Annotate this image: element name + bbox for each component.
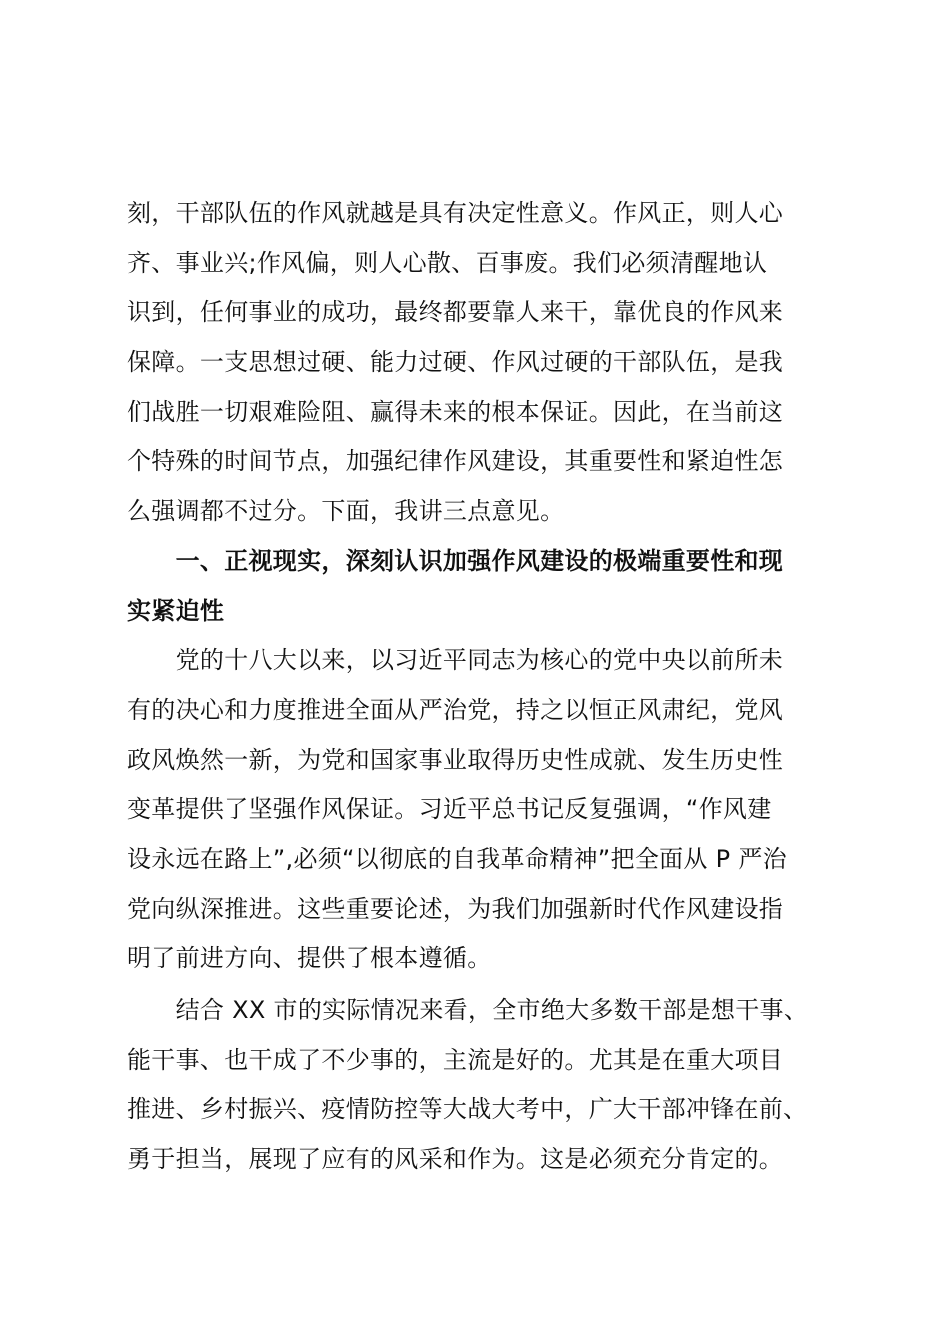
paragraph-city-situation [127,986,837,1185]
text-line: 们战胜一切艰难险阻、赢得未来的根本保证。因此，在当前这 [127,397,784,426]
text-line: 勇于担当，展现了应有的风采和作为。这是必须充分肯定的。 [127,1145,784,1174]
text-line: 能干事、也干成了不少事的，主流是好的。尤其是在重大项目 [127,1045,784,1074]
text-line: 保障。一支思想过硬、能力过硬、作风过硬的干部队伍，是我 [127,348,784,377]
text-line: 有的决心和力度推进全面从严治党，持之以恒正风肃纪，党风 [127,695,784,724]
text-line: 么强调都不过分。下面，我讲三点意见。 [127,497,565,526]
section-heading [127,537,837,636]
heading-line: 一、正视现实，深刻认识加强作风建设的极端重要性和现 [127,546,784,575]
text-line: 党的十八大以来，以习近平同志为核心的党中央以前所未 [127,646,784,675]
text-line: 识到，任何事业的成功，最终都要靠人来干，靠优良的作风来 [127,298,784,327]
text-line: 党向纵深推进。这些重要论述，为我们加强新时代作风建设指 [127,894,784,923]
text-line: 变革提供了坚强作风保证。习近平总书记反复强调，“作风建 [127,795,772,824]
text-line: 明了前进方向、提供了根本遵循。 [127,944,492,973]
text-line: 个特殊的时间节点，加强纪律作风建设，其重要性和紧迫性怎 [127,447,784,476]
paragraph-intro [127,189,837,537]
text-line: 推进、乡村振兴、疫情防控等大战大考中，广大干部冲锋在前、 [127,1095,808,1124]
paragraph-party-history [127,636,837,984]
text-line: 设永远在路上”,必须“以彻底的自我革命精神”把全面从 P 严治 [127,844,787,873]
text-line: 政风焕然一新，为党和国家事业取得历史性成就、发生历史性 [127,745,784,774]
text-line: 结合 XX 市的实际情况来看，全市绝大多数干部是想干事、 [127,996,809,1024]
text-line: 刻，干部队伍的作风就越是具有决定性意义。作风正，则人心 [127,199,784,227]
text-line: 齐、事业兴;作风偏，则人心散、百事废。我们必须清醒地认 [127,248,768,277]
document-body [127,189,837,1185]
heading-line: 实紧迫性 [127,596,225,625]
